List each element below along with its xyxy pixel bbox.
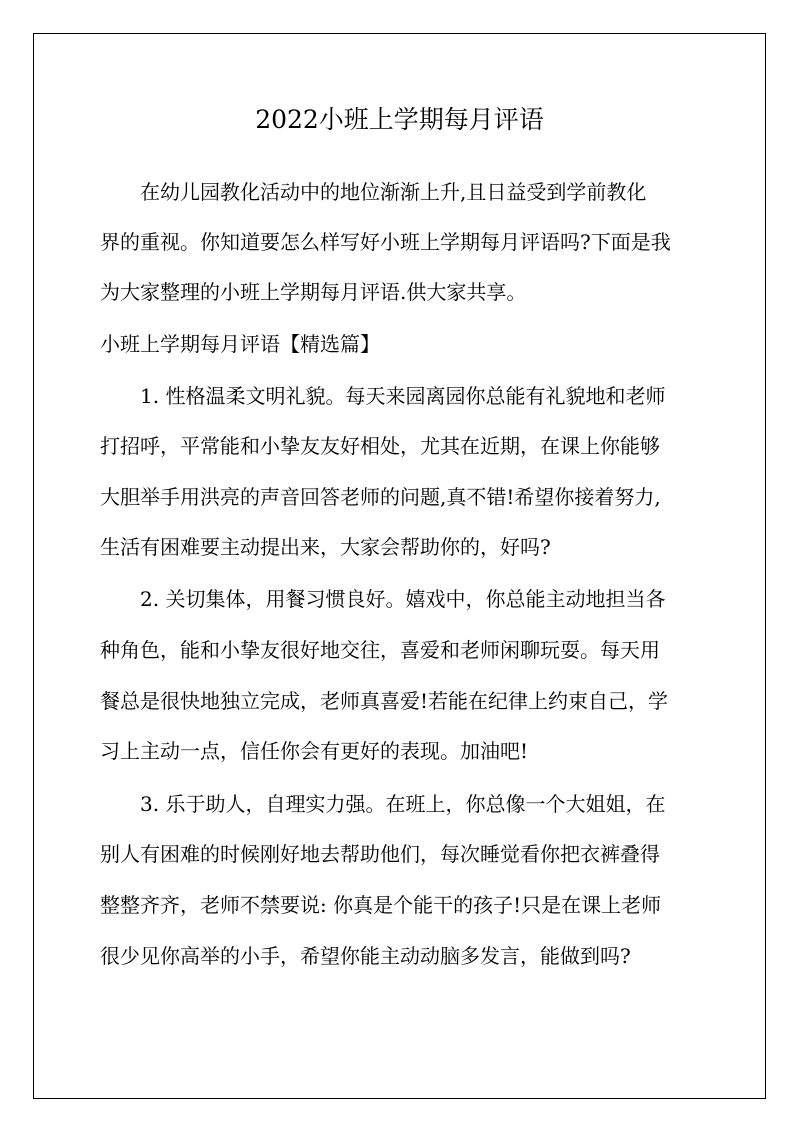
item-2-line-4: 习上主动一点，信任你会有更好的表现。加油吧! — [100, 739, 529, 763]
item-3-line-1: 3. 乐于助人，自理实力强。在班上，你总像一个大姐姐，在 — [140, 792, 666, 816]
item-3-line-4: 很少见你高举的小手，希望你能主动动脑多发言，能做到吗? — [100, 944, 631, 968]
item-3-line-2: 别人有困难的时候刚好地去帮助他们，每次睡觉看你把衣裤叠得 — [100, 842, 660, 866]
item-1-line-3: 大胆举手用洪亮的声音回答老师的问题,真不错!希望你接着努力, — [100, 485, 661, 509]
item-2-line-2: 种角色，能和小挚友很好地交往，喜爱和老师闲聊玩耍。每天用 — [100, 638, 660, 662]
item-1-line-4: 生活有困难要主动提出来，大家会帮助你的，好吗? — [100, 535, 551, 559]
item-1-line-2: 打招呼，平常能和小挚友友好相处，尤其在近期，在课上你能够 — [100, 434, 660, 458]
item-2-line-3: 餐总是很快地独立完成，老师真喜爱!若能在纪律上约束自己，学 — [100, 689, 669, 713]
section-heading: 小班上学期每月评语【精选篇】 — [100, 332, 380, 356]
intro-line-3: 为大家整理的小班上学期每月评语.供大家共享。 — [100, 280, 527, 304]
page-title: 2022小班上学期每月评语 — [255, 105, 544, 134]
intro-line-2: 界的重视。你知道要怎么样写好小班上学期每月评语吗?下面是我 — [100, 230, 671, 254]
item-1-line-1: 1. 性格温柔文明礼貌。每天来园离园你总能有礼貌地和老师 — [140, 384, 666, 408]
intro-line-1: 在幼儿园教化活动中的地位渐渐上升,且日益受到学前教化 — [140, 180, 647, 204]
item-2-line-1: 2. 关切集体，用餐习惯良好。嬉戏中，你总能主动地担当各 — [140, 587, 666, 611]
item-3-line-3: 整整齐齐，老师不禁要说: 你真是个能干的孩子!只是在课上老师 — [100, 893, 662, 917]
